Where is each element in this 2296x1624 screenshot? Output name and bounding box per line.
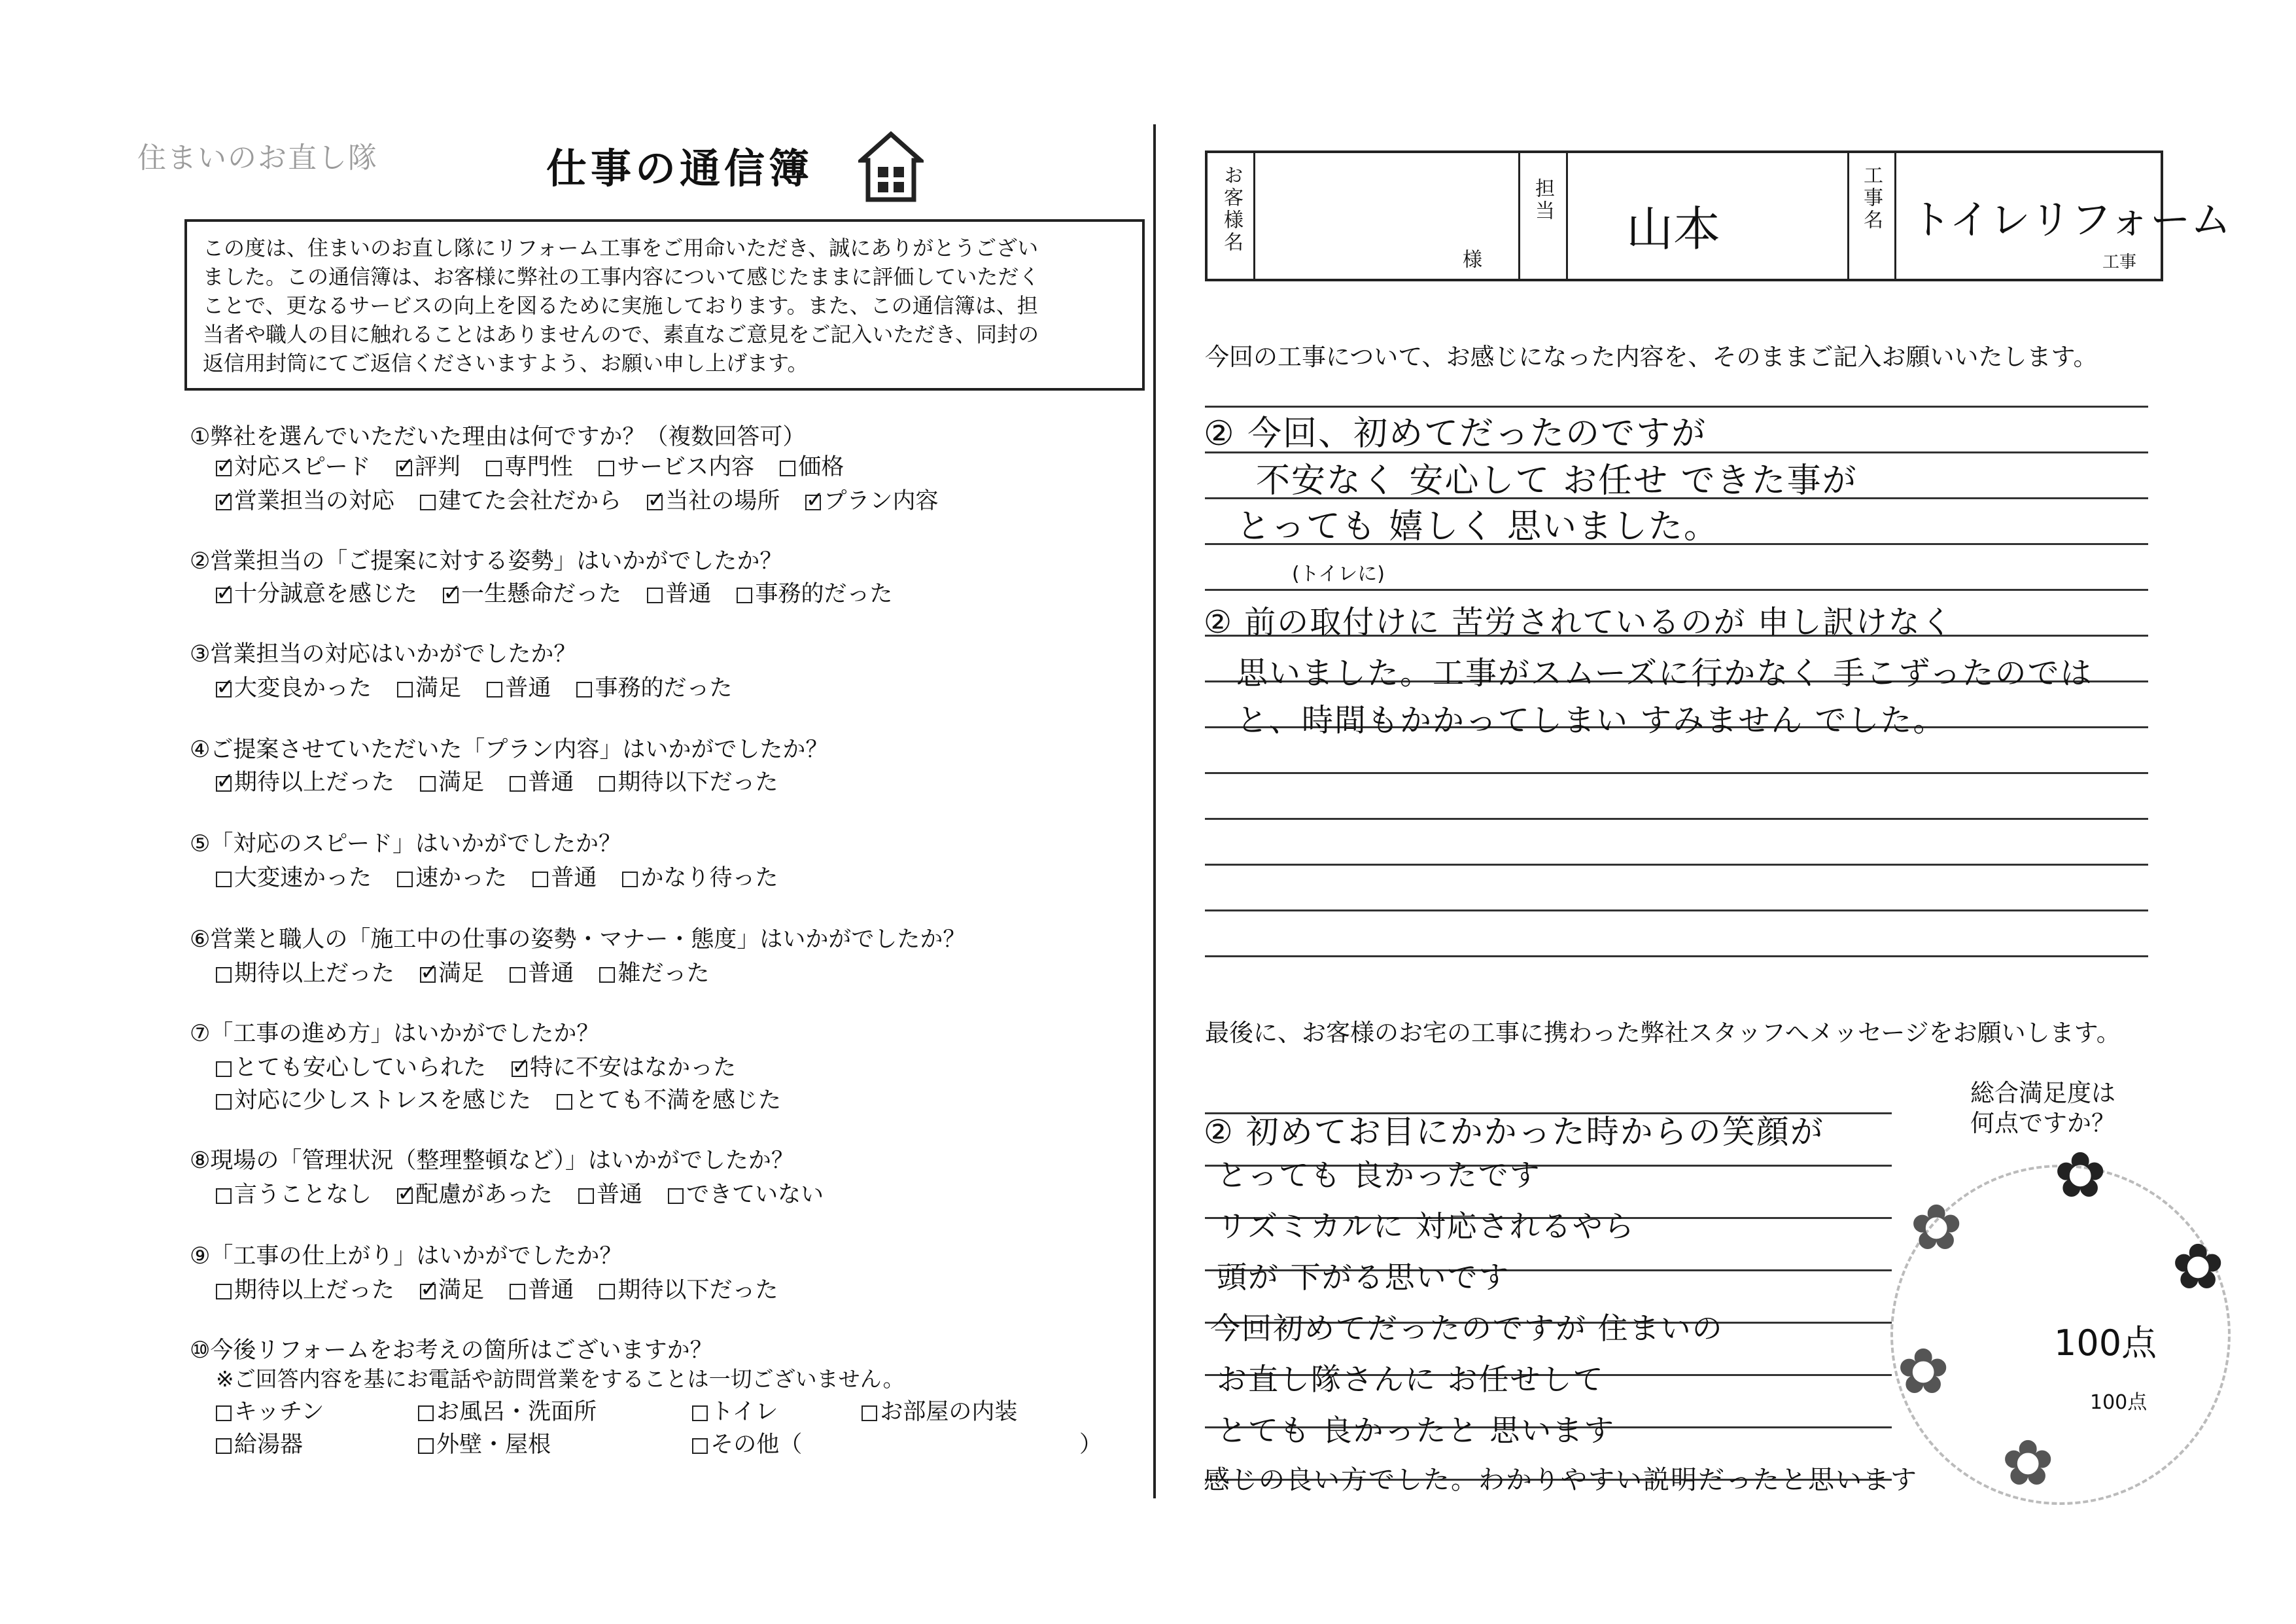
checkbox[interactable]: [861, 1405, 877, 1421]
intro-box: [184, 219, 1145, 391]
checkbox-checked[interactable]: [396, 461, 412, 476]
option[interactable]: 普通: [487, 670, 551, 703]
checkbox[interactable]: [668, 1188, 684, 1204]
checkbox[interactable]: [216, 1284, 232, 1299]
checkbox[interactable]: [692, 1438, 708, 1454]
checkbox[interactable]: [576, 682, 592, 697]
intro-line: ました。この通信簿は、お客様に弊社の工事内容について感じたままに評価していただく: [203, 264, 1040, 289]
checkbox-checked[interactable]: [512, 1061, 527, 1077]
comment-line: 思いました。工事がスムーズに行かなく 手こずったのでは: [1236, 655, 2093, 692]
option[interactable]: ✓ 評判: [396, 449, 461, 482]
option[interactable]: トイレ: [692, 1394, 836, 1426]
message-line: 頭が 下がる思いです: [1217, 1260, 1510, 1295]
option[interactable]: できていない: [668, 1176, 824, 1209]
checkbox[interactable]: [737, 588, 752, 603]
checkbox[interactable]: [216, 1061, 232, 1077]
checkbox[interactable]: [599, 967, 615, 983]
checkbox[interactable]: [216, 1188, 232, 1204]
option[interactable]: 対応に少しストレスを感じた: [216, 1082, 531, 1115]
checkbox[interactable]: [418, 1405, 434, 1421]
checkbox-checked[interactable]: [397, 1188, 413, 1204]
checkbox[interactable]: [216, 1405, 232, 1421]
customer-label: お客様名: [1220, 165, 1243, 254]
message-line: リズミカルに 対応されるやら: [1217, 1209, 1635, 1244]
option[interactable]: キッチン: [216, 1394, 392, 1426]
option[interactable]: その他（: [692, 1426, 802, 1459]
ruled-line: [1205, 589, 2148, 591]
options-row: [216, 670, 750, 703]
checkbox[interactable]: [420, 776, 436, 792]
message-line: 今回初めてだったのですが 住まいの: [1210, 1311, 1724, 1346]
option[interactable]: 速かった: [397, 860, 507, 892]
checkbox[interactable]: [487, 682, 502, 697]
option[interactable]: ✓期待以上だった: [216, 764, 394, 797]
checkbox[interactable]: [486, 461, 502, 476]
checkbox[interactable]: [216, 1438, 232, 1454]
option[interactable]: 事務的だった: [737, 576, 892, 609]
flower-stamp-icon: ✿: [2054, 1139, 2107, 1212]
work-value: トイレリフォーム: [1911, 196, 2231, 243]
option[interactable]: 給湯器: [216, 1426, 392, 1459]
option[interactable]: ✓ 当社の場所: [647, 483, 780, 516]
options-row: [216, 764, 796, 797]
message-line: お直し隊さんに お任せして: [1217, 1362, 1605, 1397]
ruled-line: [1205, 909, 2148, 911]
intro-line: 返信用封筒にてご返信くださいますよう、お願い申し上げます。: [203, 351, 809, 376]
option[interactable]: 満足: [397, 670, 461, 703]
message-line: 感じの良い方でした。わかりやすい説明だったと思います: [1204, 1465, 1918, 1495]
options-row: [216, 1272, 796, 1305]
tanto-value: 山本: [1626, 202, 1721, 256]
option[interactable]: 外壁・屋根: [418, 1426, 667, 1459]
checkbox[interactable]: [622, 872, 638, 887]
message-line: とても 良かったと 思います: [1217, 1413, 1616, 1448]
option[interactable]: 期待以下だった: [599, 1272, 778, 1305]
ruled-line: [1205, 772, 2148, 774]
rating-handwritten-score: 100点: [2054, 1322, 2157, 1364]
comment-line: ② 前の取付けに 苦労されているのが 申し訳けなく: [1204, 604, 1954, 641]
message-line: ② 初めてお目にかかった時からの笑顔が: [1204, 1113, 1824, 1151]
option[interactable]: ✓十分誠意を感じた: [216, 576, 417, 609]
option[interactable]: 事務的だった: [576, 670, 732, 703]
comment-line: とっても 嬉しく 思いました。: [1236, 507, 1720, 546]
options-row: [216, 1426, 820, 1459]
option[interactable]: ✓大変良かった: [216, 670, 372, 703]
comment-line: ② 今回、初めてだったのですが: [1204, 414, 1707, 453]
option[interactable]: 期待以上だった: [216, 1272, 394, 1305]
option[interactable]: ✓ 満足: [420, 955, 484, 988]
checkbox-checked[interactable]: [805, 495, 821, 510]
checkbox[interactable]: [216, 872, 232, 887]
options-row: [216, 449, 862, 482]
checkbox-checked[interactable]: [420, 967, 436, 983]
option[interactable]: お部屋の内装: [861, 1394, 1017, 1426]
question-7: ⑦「工事の進め方」はいかがでしたか？: [190, 1021, 600, 1047]
option[interactable]: 普通: [510, 764, 574, 797]
option[interactable]: 普通: [578, 1176, 642, 1209]
option[interactable]: ✓営業担当の対応: [216, 483, 394, 516]
question-10-note: ※ご回答内容を基にお電話や訪問営業をすることは一切ございません。: [216, 1366, 905, 1392]
option[interactable]: 期待以下だった: [599, 764, 778, 797]
checkbox[interactable]: [578, 1188, 594, 1204]
intro-line: この度は、住まいのお直し隊にリフォーム工事をご用命いただき、誠にありがとうござい: [203, 236, 1039, 260]
question-2: ②営業担当の「ご提案に対する姿勢」はいかがでしたか？: [190, 548, 783, 574]
option[interactable]: 期待以上だった: [216, 955, 394, 988]
tanto-label: 担当: [1531, 178, 1554, 222]
option[interactable]: 普通: [510, 1272, 574, 1305]
checkbox[interactable]: [216, 1094, 232, 1110]
checkbox[interactable]: [420, 495, 436, 510]
option[interactable]: とても不満を感じた: [557, 1082, 781, 1115]
option[interactable]: 満足: [420, 764, 484, 797]
option[interactable]: ✓ 満足: [420, 1272, 484, 1305]
checkbox[interactable]: [418, 1438, 434, 1454]
column-divider: [1153, 124, 1156, 1498]
flower-stamp-icon: ✿: [2002, 1426, 2055, 1500]
page-title: 仕事の通信簿: [546, 145, 814, 192]
options-row: [216, 1176, 842, 1209]
ruled-line: [1205, 818, 2148, 820]
checkbox[interactable]: [510, 967, 525, 983]
intro-line: 当者や職人の目に触れることはありませんので、素直なご意見をご記入いただき、同封の: [203, 322, 1039, 347]
option[interactable]: ✓対応スピード: [216, 449, 371, 482]
option[interactable]: 大変速かった: [216, 860, 372, 892]
brand-logo-text: 住まいのお直し隊: [137, 141, 378, 175]
checkbox-checked[interactable]: [216, 588, 232, 603]
comment-line: と、時間もかかってしまい すみません でした。: [1236, 702, 1946, 739]
flower-stamp-icon: ✿: [1897, 1335, 1950, 1408]
checkbox[interactable]: [532, 872, 548, 887]
rating-printed-score: 100点: [2090, 1391, 2148, 1414]
comment-line: (トイレに): [1292, 563, 1385, 586]
checkbox-checked[interactable]: [216, 682, 232, 697]
work-suffix: 工事: [2102, 253, 2137, 272]
option[interactable]: 価格: [780, 449, 844, 482]
options-row: [216, 576, 911, 609]
option[interactable]: ✓ プラン内容: [805, 483, 938, 516]
options-row: [216, 1050, 754, 1082]
option[interactable]: 専門性: [486, 449, 573, 482]
option[interactable]: 雑だった: [599, 955, 709, 988]
checkbox[interactable]: [692, 1405, 708, 1421]
ruled-line: [1205, 864, 2148, 866]
house-icon: [858, 131, 924, 203]
option[interactable]: ✓ 配慮があった: [397, 1176, 553, 1209]
question-1: ①弊社を選んでいただいた理由は何ですか？（複数回答可）: [190, 424, 806, 450]
intro-line: ことで、更なるサービスの向上を図るために実施しております。また、この通信簿は、担: [203, 293, 1038, 318]
question-6: ⑥営業と職人の「施工中の仕事の姿勢・マナー・態度」はいかがでしたか？: [190, 927, 966, 953]
checkbox[interactable]: [397, 682, 413, 697]
question-10: ⑩今後リフォームをお考えの箇所はございますか？: [190, 1337, 713, 1364]
question-3: ③営業担当の対応はいかがでしたか？: [190, 641, 577, 667]
question-9: ⑨「工事の仕上がり」はいかがでしたか？: [190, 1243, 623, 1269]
message-line: とっても 良かったです: [1217, 1157, 1541, 1193]
comments-heading: 今回の工事について、お感じになった内容を、そのままご記入お願いいたします。: [1205, 343, 2098, 371]
option[interactable]: ✓ 特に不安はなかった: [512, 1050, 736, 1082]
checkbox-checked[interactable]: [216, 776, 232, 792]
question-5: ⑤「対応のスピード」はいかがでしたか？: [190, 831, 621, 857]
sama-label: 様: [1463, 249, 1482, 272]
checkbox-checked[interactable]: [420, 1284, 436, 1299]
checkbox[interactable]: [599, 461, 614, 476]
option[interactable]: ✓ 一生懸命だった: [443, 576, 621, 609]
options-row: [216, 1394, 1035, 1426]
flower-stamp-icon: ✿: [2172, 1230, 2225, 1303]
checkbox[interactable]: [510, 1284, 525, 1299]
checkbox-checked[interactable]: [216, 495, 232, 510]
ruled-line: [1205, 955, 2148, 957]
work-label: 工事名: [1860, 165, 1883, 232]
option[interactable]: 普通: [647, 576, 711, 609]
checkbox-checked[interactable]: [647, 495, 663, 510]
flower-stamp-icon: ✿: [1910, 1191, 1963, 1264]
close-paren: ）: [1079, 1432, 1103, 1458]
comment-line: 不安なく 安心して お任せ できた事が: [1256, 461, 1858, 501]
rating-question: 総合満足度は 何点ですか？: [1970, 1079, 2115, 1137]
checkbox-checked[interactable]: [216, 461, 232, 476]
checkbox[interactable]: [397, 872, 413, 887]
checkbox[interactable]: [780, 461, 795, 476]
checkbox[interactable]: [647, 588, 663, 603]
checkbox[interactable]: [557, 1094, 572, 1110]
checkbox-checked[interactable]: [443, 588, 459, 603]
option[interactable]: サービス内容: [599, 449, 754, 482]
option[interactable]: かなり待った: [622, 860, 778, 892]
message-heading: 最後に、お客様のお宅の工事に携わった弊社スタッフへメッセージをお願いします。: [1205, 1019, 2121, 1047]
header-table: [1205, 150, 2231, 281]
option[interactable]: お風呂・洗面所: [418, 1394, 667, 1426]
checkbox[interactable]: [510, 776, 525, 792]
options-row: [216, 955, 727, 988]
options-row: [216, 1082, 799, 1115]
checkbox[interactable]: [599, 1284, 615, 1299]
question-8: ⑧現場の「管理状況（整理整頓など）」はいかがでしたか？: [190, 1148, 794, 1174]
checkbox[interactable]: [599, 776, 615, 792]
option[interactable]: 普通: [510, 955, 574, 988]
option[interactable]: とても安心していられた: [216, 1050, 486, 1082]
option[interactable]: 建てた会社だから: [420, 483, 621, 516]
option[interactable]: 普通: [532, 860, 597, 892]
question-4: ④ご提案させていただいた「プラン内容」はいかがでしたか？: [190, 737, 829, 763]
options-row: [216, 483, 956, 516]
option[interactable]: 言うことなし: [216, 1176, 372, 1209]
options-row: [216, 860, 796, 892]
checkbox[interactable]: [216, 967, 232, 983]
